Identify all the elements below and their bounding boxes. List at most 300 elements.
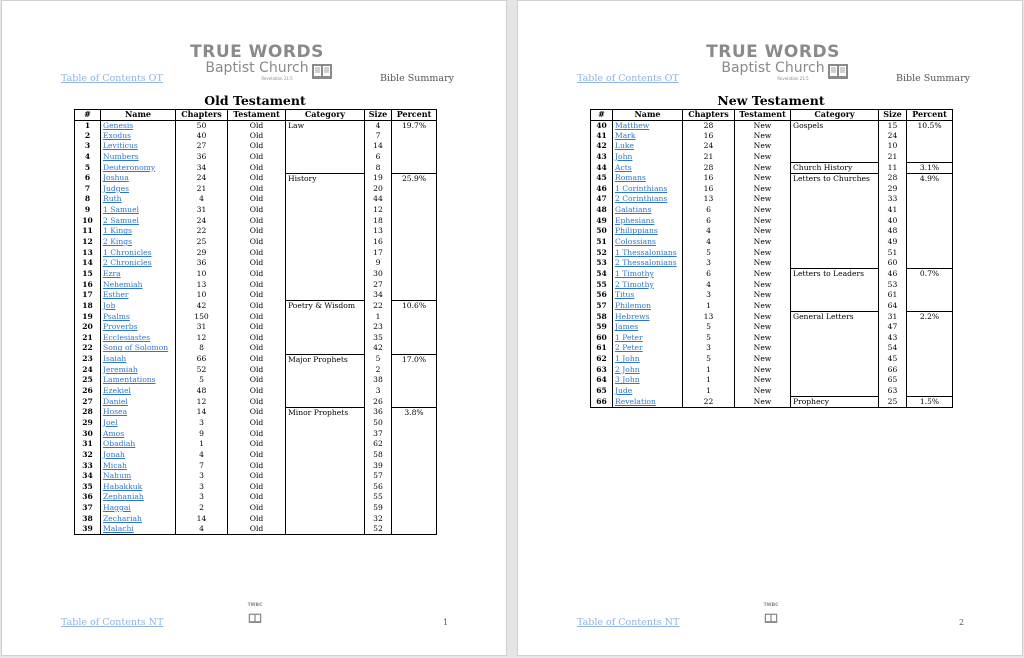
book-number: 19 bbox=[75, 312, 101, 323]
table-row bbox=[75, 524, 437, 535]
book-name-link[interactable]: Lamentations bbox=[103, 375, 156, 385]
size-rank: 56 bbox=[365, 482, 392, 493]
category bbox=[286, 439, 365, 450]
percent bbox=[392, 418, 437, 429]
percent bbox=[392, 365, 437, 376]
book-name-link[interactable]: Obadiah bbox=[103, 439, 136, 449]
logo-verse: Revelation 21:5 bbox=[261, 76, 293, 81]
book-number: 56 bbox=[591, 290, 613, 301]
chapter-count: 22 bbox=[176, 226, 228, 237]
size-rank: 57 bbox=[365, 471, 392, 482]
category bbox=[791, 386, 879, 397]
category bbox=[791, 333, 879, 344]
book-name-cell bbox=[613, 301, 683, 312]
table-row bbox=[75, 354, 437, 365]
header-bible-summary: Bible Summary bbox=[380, 73, 454, 84]
percent bbox=[907, 131, 953, 142]
book-name-cell bbox=[613, 216, 683, 227]
section-title: New Testament bbox=[717, 93, 825, 108]
book-number: 21 bbox=[75, 333, 101, 344]
category bbox=[286, 194, 365, 205]
table-row bbox=[75, 184, 437, 195]
testament: Old bbox=[228, 492, 286, 503]
col-header: Size bbox=[879, 110, 907, 121]
table-row bbox=[591, 386, 953, 397]
book-name-link[interactable]: Nahum bbox=[103, 471, 132, 481]
size-rank: 44 bbox=[365, 194, 392, 205]
table-row bbox=[75, 216, 437, 227]
table-header-row bbox=[75, 110, 437, 121]
category: Prophecy bbox=[791, 397, 879, 408]
chapter-count: 16 bbox=[683, 173, 735, 184]
book-name-link[interactable]: Habakkuk bbox=[103, 481, 143, 491]
book-name-link[interactable]: 1 Corinthians bbox=[615, 183, 668, 193]
book-name-cell bbox=[613, 333, 683, 344]
size-rank: 18 bbox=[365, 216, 392, 227]
book-name-link[interactable]: Hosea bbox=[103, 407, 128, 417]
size-rank: 52 bbox=[365, 524, 392, 535]
category: Minor Prophets bbox=[286, 407, 365, 418]
book-number: 30 bbox=[75, 429, 101, 440]
book-name-link[interactable]: Jeremiah bbox=[103, 364, 138, 374]
chapter-count: 150 bbox=[176, 312, 228, 323]
col-header: Name bbox=[101, 110, 176, 121]
book-name-link[interactable]: Philippians bbox=[615, 226, 658, 236]
book-name-link[interactable]: 2 Kings bbox=[103, 237, 132, 247]
book-name-cell bbox=[101, 418, 176, 429]
bible-icon bbox=[248, 613, 262, 623]
percent bbox=[392, 205, 437, 216]
testament: Old bbox=[228, 141, 286, 152]
book-name-link[interactable]: Isaiah bbox=[103, 354, 127, 364]
percent bbox=[907, 322, 953, 333]
book-name-link[interactable]: Micah bbox=[103, 460, 127, 470]
percent bbox=[392, 375, 437, 386]
size-rank: 64 bbox=[879, 301, 907, 312]
book-number: 9 bbox=[75, 205, 101, 216]
footer-logo bbox=[244, 603, 266, 627]
book-number: 20 bbox=[75, 322, 101, 333]
book-name-link[interactable]: Colossians bbox=[615, 237, 656, 247]
book-number: 2 bbox=[75, 131, 101, 142]
size-rank: 43 bbox=[879, 333, 907, 344]
size-rank: 28 bbox=[879, 173, 907, 184]
chapter-count: 9 bbox=[176, 429, 228, 440]
book-number: 58 bbox=[591, 312, 613, 323]
book-name-cell bbox=[613, 131, 683, 142]
book-name-link[interactable]: Esther bbox=[103, 290, 129, 300]
category bbox=[791, 290, 879, 301]
size-rank: 61 bbox=[879, 290, 907, 301]
book-name-link[interactable]: Genesis bbox=[103, 120, 134, 130]
size-rank: 27 bbox=[365, 280, 392, 291]
size-rank: 3 bbox=[365, 386, 392, 397]
chapter-count: 31 bbox=[176, 205, 228, 216]
book-name-cell bbox=[613, 163, 683, 174]
testament: Old bbox=[228, 269, 286, 280]
table-row bbox=[591, 269, 953, 280]
book-name-cell bbox=[101, 269, 176, 280]
size-rank: 23 bbox=[365, 322, 392, 333]
percent bbox=[392, 131, 437, 142]
book-name-link[interactable]: Jude bbox=[615, 386, 633, 396]
book-name-cell bbox=[101, 312, 176, 323]
book-name-link[interactable]: James bbox=[615, 322, 639, 332]
book-name-link[interactable]: 2 Corinthians bbox=[615, 194, 668, 204]
category bbox=[286, 429, 365, 440]
book-name-cell bbox=[613, 269, 683, 280]
table-row bbox=[75, 503, 437, 514]
book-name-cell bbox=[101, 397, 176, 408]
testament: New bbox=[735, 120, 791, 131]
chapter-count: 27 bbox=[176, 141, 228, 152]
size-rank: 62 bbox=[365, 439, 392, 450]
percent bbox=[392, 258, 437, 269]
toc-nt-link[interactable]: Table of Contents NT bbox=[577, 617, 680, 628]
category bbox=[791, 131, 879, 142]
percent bbox=[392, 439, 437, 450]
chapter-count: 2 bbox=[176, 503, 228, 514]
chapter-count: 5 bbox=[683, 248, 735, 259]
chapter-count: 42 bbox=[176, 301, 228, 312]
percent bbox=[392, 461, 437, 472]
category bbox=[791, 248, 879, 259]
size-rank: 59 bbox=[365, 503, 392, 514]
header-bible-summary: Bible Summary bbox=[896, 73, 970, 84]
book-name-link[interactable]: Deuteronomy bbox=[103, 162, 156, 172]
table-row bbox=[75, 365, 437, 376]
category bbox=[791, 141, 879, 152]
category bbox=[286, 375, 365, 386]
book-name-link[interactable]: Haggai bbox=[103, 503, 131, 513]
book-name-link[interactable]: Daniel bbox=[103, 396, 128, 406]
book-name-cell bbox=[613, 397, 683, 408]
percent bbox=[392, 471, 437, 482]
testament: New bbox=[735, 322, 791, 333]
table-row bbox=[591, 365, 953, 376]
book-name-link[interactable]: Mark bbox=[615, 130, 636, 140]
percent bbox=[392, 312, 437, 323]
table-row bbox=[591, 163, 953, 174]
category bbox=[791, 184, 879, 195]
category bbox=[286, 226, 365, 237]
chapter-count: 21 bbox=[176, 184, 228, 195]
testament: New bbox=[735, 237, 791, 248]
testament: New bbox=[735, 141, 791, 152]
book-number: 46 bbox=[591, 184, 613, 195]
chapter-count: 4 bbox=[176, 524, 228, 535]
category bbox=[286, 450, 365, 461]
percent bbox=[392, 248, 437, 259]
chapter-count: 3 bbox=[176, 471, 228, 482]
book-name-link[interactable]: Revelation bbox=[615, 396, 656, 406]
table-row bbox=[591, 322, 953, 333]
category bbox=[791, 226, 879, 237]
book-name-link[interactable]: Song of Solomon bbox=[103, 343, 169, 353]
book-name-link[interactable]: 1 Thessalonians bbox=[615, 247, 677, 257]
chapter-count: 13 bbox=[176, 280, 228, 291]
toc-ot-link[interactable]: Table of Contents OT bbox=[577, 73, 679, 84]
book-name-link[interactable]: Luke bbox=[615, 141, 635, 151]
table-row bbox=[75, 163, 437, 174]
book-number: 31 bbox=[75, 439, 101, 450]
chapter-count: 22 bbox=[683, 397, 735, 408]
size-rank: 39 bbox=[365, 461, 392, 472]
logo-subtitle: Baptist Church bbox=[721, 60, 825, 76]
book-name-link[interactable]: Ezra bbox=[103, 268, 121, 278]
book-name-link[interactable]: 2 Thessalonians bbox=[615, 258, 677, 268]
book-name-link[interactable]: Ecclesiastes bbox=[103, 332, 151, 342]
size-rank: 6 bbox=[365, 152, 392, 163]
book-name-link[interactable]: Galatians bbox=[615, 205, 652, 215]
percent: 1.5% bbox=[907, 397, 953, 408]
book-name-link[interactable]: Zechariah bbox=[103, 513, 142, 523]
chapter-count: 6 bbox=[683, 269, 735, 280]
book-name-link[interactable]: Acts bbox=[615, 162, 632, 172]
book-number: 7 bbox=[75, 184, 101, 195]
book-name-cell bbox=[613, 280, 683, 291]
size-rank: 45 bbox=[879, 354, 907, 365]
table-row bbox=[75, 343, 437, 354]
category: Poetry & Wisdom bbox=[286, 301, 365, 312]
category bbox=[791, 216, 879, 227]
testament: Old bbox=[228, 301, 286, 312]
book-name-link[interactable]: 2 Chronicles bbox=[103, 258, 152, 268]
book-name-link[interactable]: 1 Chronicles bbox=[103, 247, 152, 257]
testament: New bbox=[735, 258, 791, 269]
toc-nt-link[interactable]: Table of Contents NT bbox=[61, 617, 164, 628]
book-name-link[interactable]: 2 John bbox=[615, 364, 640, 374]
table-row bbox=[75, 471, 437, 482]
size-rank: 26 bbox=[365, 397, 392, 408]
book-name-link[interactable]: Amos bbox=[103, 428, 125, 438]
book-name-link[interactable]: Ezekiel bbox=[103, 386, 131, 396]
category bbox=[286, 152, 365, 163]
percent bbox=[907, 375, 953, 386]
book-number: 24 bbox=[75, 365, 101, 376]
size-rank: 8 bbox=[365, 163, 392, 174]
chapter-count: 12 bbox=[176, 397, 228, 408]
chapter-count: 6 bbox=[683, 216, 735, 227]
book-name-link[interactable]: Nehemiah bbox=[103, 279, 143, 289]
category bbox=[286, 131, 365, 142]
table-row bbox=[75, 450, 437, 461]
page-2 bbox=[517, 0, 1023, 656]
table-row bbox=[591, 301, 953, 312]
size-rank: 51 bbox=[879, 248, 907, 259]
book-name-link[interactable]: 3 John bbox=[615, 375, 640, 385]
book-name-link[interactable]: Exodus bbox=[103, 130, 132, 140]
col-header: Testament bbox=[735, 110, 791, 121]
size-rank: 32 bbox=[365, 514, 392, 525]
book-name-link[interactable]: Philemon bbox=[615, 300, 652, 310]
book-name-cell bbox=[101, 354, 176, 365]
category bbox=[286, 290, 365, 301]
chapter-count: 3 bbox=[176, 482, 228, 493]
percent: 17.0% bbox=[392, 354, 437, 365]
percent bbox=[392, 280, 437, 291]
book-name-cell bbox=[101, 280, 176, 291]
book-name-link[interactable]: 2 Samuel bbox=[103, 215, 139, 225]
testament: Old bbox=[228, 205, 286, 216]
table-row bbox=[591, 152, 953, 163]
chapter-count: 10 bbox=[176, 290, 228, 301]
book-name-link[interactable]: Proverbs bbox=[103, 322, 138, 332]
book-name-cell bbox=[101, 461, 176, 472]
book-name-cell bbox=[101, 333, 176, 344]
book-name-cell bbox=[101, 120, 176, 131]
percent: 0.7% bbox=[907, 269, 953, 280]
chapter-count: 28 bbox=[683, 120, 735, 131]
book-name-link[interactable]: Matthew bbox=[615, 120, 650, 130]
chapter-count: 16 bbox=[683, 184, 735, 195]
book-name-link[interactable]: 1 Timothy bbox=[615, 268, 654, 278]
testament: New bbox=[735, 216, 791, 227]
percent bbox=[392, 524, 437, 535]
percent bbox=[392, 237, 437, 248]
chapter-count: 3 bbox=[683, 343, 735, 354]
book-name-cell bbox=[613, 205, 683, 216]
book-name-link[interactable]: Ruth bbox=[103, 194, 122, 204]
size-rank: 46 bbox=[879, 269, 907, 280]
bible-icon bbox=[312, 63, 332, 79]
book-number: 55 bbox=[591, 280, 613, 291]
book-name-cell bbox=[613, 120, 683, 131]
book-name-link[interactable]: Numbers bbox=[103, 151, 139, 161]
book-name-link[interactable]: 1 John bbox=[615, 354, 640, 364]
size-rank: 4 bbox=[365, 120, 392, 131]
chapter-count: 3 bbox=[176, 418, 228, 429]
book-name-link[interactable]: 2 Timothy bbox=[615, 279, 654, 289]
testament: Old bbox=[228, 461, 286, 472]
book-name-link[interactable]: Psalms bbox=[103, 311, 130, 321]
book-name-link[interactable]: Hebrews bbox=[615, 311, 650, 321]
book-name-link[interactable]: Jonah bbox=[103, 449, 125, 459]
testament: Old bbox=[228, 120, 286, 131]
category: Law bbox=[286, 120, 365, 131]
book-name-link[interactable]: Joel bbox=[103, 417, 118, 427]
size-rank: 34 bbox=[365, 290, 392, 301]
testament: Old bbox=[228, 322, 286, 333]
book-name-link[interactable]: 1 Samuel bbox=[103, 205, 139, 215]
book-number: 41 bbox=[591, 131, 613, 142]
chapter-count: 25 bbox=[176, 237, 228, 248]
col-header: Category bbox=[286, 110, 365, 121]
page-number: 2 bbox=[959, 618, 965, 627]
book-name-link[interactable]: Titus bbox=[615, 290, 635, 300]
book-number: 27 bbox=[75, 397, 101, 408]
book-name-cell bbox=[101, 503, 176, 514]
book-name-link[interactable]: Leviticus bbox=[103, 141, 138, 151]
size-rank: 1 bbox=[365, 312, 392, 323]
book-number: 25 bbox=[75, 375, 101, 386]
testament: New bbox=[735, 163, 791, 174]
book-number: 44 bbox=[591, 163, 613, 174]
book-number: 22 bbox=[75, 343, 101, 354]
book-name-link[interactable]: 1 Peter bbox=[615, 332, 643, 342]
book-number: 57 bbox=[591, 301, 613, 312]
category bbox=[286, 141, 365, 152]
chapter-count: 34 bbox=[176, 163, 228, 174]
book-name-link[interactable]: Malachi bbox=[103, 524, 134, 534]
table-row bbox=[75, 312, 437, 323]
bible-icon bbox=[764, 613, 778, 623]
category bbox=[286, 333, 365, 344]
book-name-cell bbox=[613, 312, 683, 323]
size-rank: 37 bbox=[365, 429, 392, 440]
book-name-link[interactable]: Judges bbox=[103, 183, 130, 193]
table-row bbox=[75, 269, 437, 280]
category bbox=[286, 237, 365, 248]
book-name-cell bbox=[613, 152, 683, 163]
book-number: 40 bbox=[591, 120, 613, 131]
logo-title: TRUE WORDS bbox=[706, 42, 840, 62]
book-name-link[interactable]: Zephaniah bbox=[103, 492, 144, 502]
book-name-cell bbox=[101, 173, 176, 184]
table-row bbox=[75, 194, 437, 205]
book-name-link[interactable]: Joshua bbox=[103, 173, 129, 183]
toc-ot-link[interactable]: Table of Contents OT bbox=[61, 73, 163, 84]
table-row bbox=[75, 514, 437, 525]
percent bbox=[392, 429, 437, 440]
percent bbox=[907, 205, 953, 216]
size-rank: 15 bbox=[879, 120, 907, 131]
table-row bbox=[75, 333, 437, 344]
book-number: 47 bbox=[591, 194, 613, 205]
book-name-link[interactable]: Ephesians bbox=[615, 215, 655, 225]
book-number: 11 bbox=[75, 226, 101, 237]
book-name-cell bbox=[613, 365, 683, 376]
book-number: 1 bbox=[75, 120, 101, 131]
table-row bbox=[75, 407, 437, 418]
book-name-link[interactable]: Romans bbox=[615, 173, 646, 183]
percent bbox=[392, 397, 437, 408]
ot-table-body bbox=[75, 120, 437, 535]
percent bbox=[907, 141, 953, 152]
book-number: 45 bbox=[591, 173, 613, 184]
table-row bbox=[591, 375, 953, 386]
chapter-count: 31 bbox=[176, 322, 228, 333]
book-name-cell bbox=[101, 152, 176, 163]
book-name-cell bbox=[101, 226, 176, 237]
size-rank: 29 bbox=[879, 184, 907, 195]
table-row bbox=[75, 429, 437, 440]
category: History bbox=[286, 173, 365, 184]
book-number: 15 bbox=[75, 269, 101, 280]
chapter-count: 5 bbox=[683, 333, 735, 344]
table-row bbox=[75, 301, 437, 312]
book-name-link[interactable]: 2 Peter bbox=[615, 343, 643, 353]
category: Major Prophets bbox=[286, 354, 365, 365]
book-name-link[interactable]: 1 Kings bbox=[103, 226, 132, 236]
size-rank: 63 bbox=[879, 386, 907, 397]
size-rank: 40 bbox=[879, 216, 907, 227]
book-name-link[interactable]: Job bbox=[103, 300, 116, 310]
table-row bbox=[591, 194, 953, 205]
table-row bbox=[75, 258, 437, 269]
testament: Old bbox=[228, 375, 286, 386]
chapter-count: 36 bbox=[176, 258, 228, 269]
chapter-count: 3 bbox=[683, 290, 735, 301]
category bbox=[286, 312, 365, 323]
book-name-cell bbox=[101, 450, 176, 461]
chapter-count: 29 bbox=[176, 248, 228, 259]
table-row bbox=[591, 205, 953, 216]
book-name-cell bbox=[613, 184, 683, 195]
book-name-link[interactable]: John bbox=[615, 151, 633, 161]
col-header: Percent bbox=[907, 110, 953, 121]
size-rank: 7 bbox=[365, 131, 392, 142]
